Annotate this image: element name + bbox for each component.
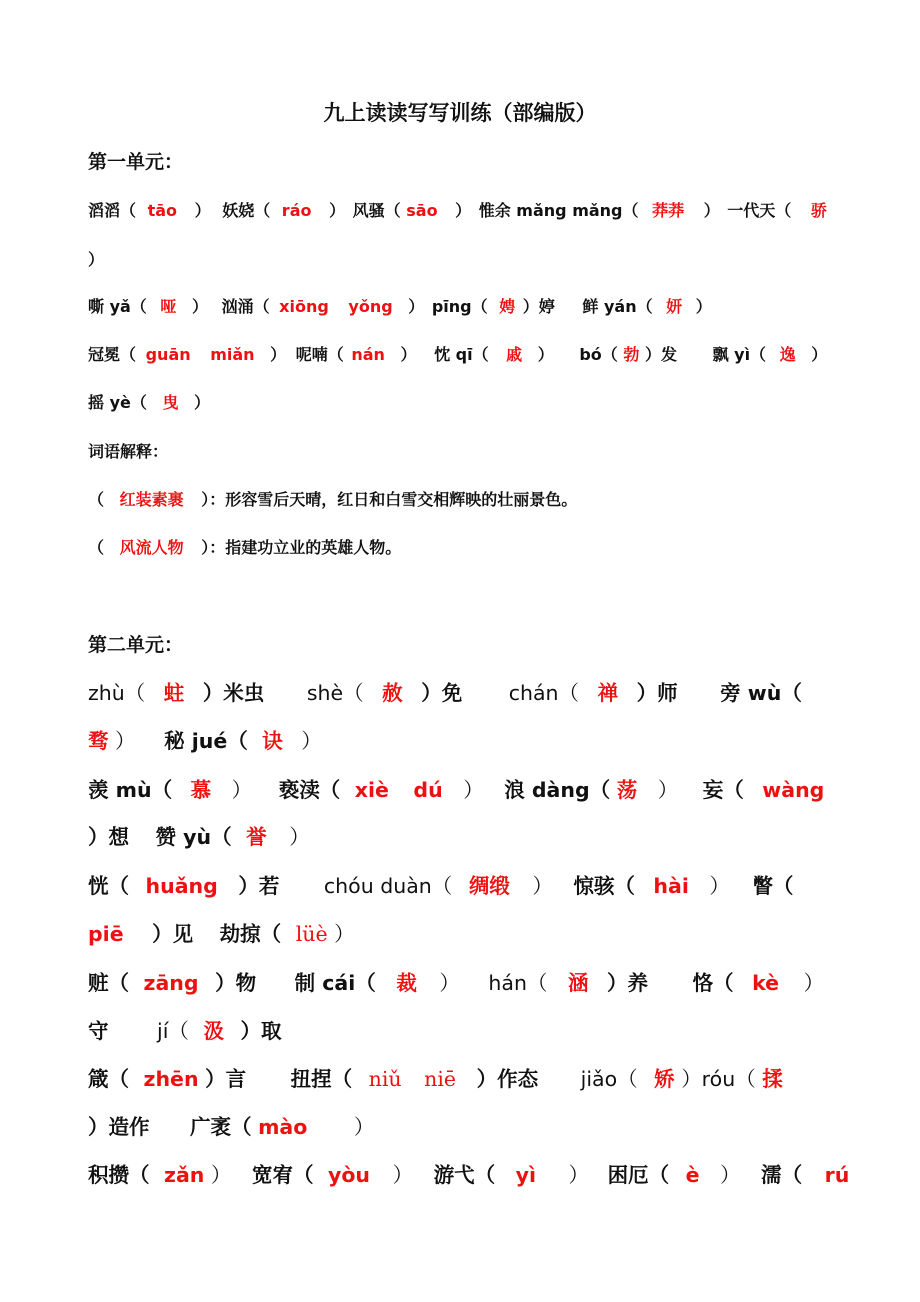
unit2-row4 [88,820,310,850]
text: （ [88,490,105,509]
answer: 赦 [382,681,403,705]
text: ） [88,250,105,269]
text: bó（ [579,345,618,364]
text: chán（ [508,681,580,705]
text: ）取 [240,1019,282,1043]
answer: 诀 [262,729,283,753]
answer: 绸缎 [468,874,510,898]
text: ）róu（ [681,1067,756,1091]
unit1-row5 [88,390,210,413]
answer: 矫 [654,1067,675,1091]
text: 守 [88,1019,109,1043]
answer: zǎn [164,1163,205,1187]
unit2-row11 [88,1158,849,1188]
answer: zhēn [143,1067,199,1091]
text: 妄（ [702,778,744,802]
answer: rú [824,1163,850,1187]
answer: 汲 [203,1019,224,1043]
text: 扭捏（ [290,1067,353,1091]
text: ）：指建功立业的英雄人物。 [201,538,402,557]
text: 汹涌（ [221,297,270,316]
unit1-row4 [88,342,827,365]
text: 游弋（ [433,1163,496,1187]
text: ） [720,1163,741,1187]
text: 困厄（ [607,1163,670,1187]
answer: wàng [762,778,825,802]
unit2-row9 [88,1062,783,1092]
text: ） [301,729,322,753]
text: ）发 [644,345,677,364]
answer: 戚 [506,345,523,364]
page-title: 九上读读写写训练（部编版） [323,101,597,125]
text: ） [270,345,287,364]
text: 忱 qī（ [434,345,489,364]
text: ） [191,297,208,316]
answer: dú [413,778,443,802]
answer: guān [145,345,191,364]
answer: 曳 [162,393,179,412]
answer: 荡 [616,778,638,802]
answer: è [685,1163,700,1187]
answer: kè [752,971,780,995]
answer: 禅 [597,681,619,705]
text: 恍（ [88,874,129,898]
text: ）养 [607,971,649,995]
text: 鲜 yán（ [582,297,653,316]
text: ） [455,201,472,220]
unit2-row3 [88,773,824,803]
answer: yǒng [348,297,393,316]
text: ）作态 [476,1067,539,1091]
answer: miǎn [210,345,255,364]
text: 制 cái（ [294,971,376,995]
text: zhù（ [88,681,146,705]
text: ）想 [88,825,129,849]
text: 亵渎（ [278,778,341,802]
text: 惟余 mǎng mǎng（ [478,201,639,220]
text: （ [88,538,105,557]
answer: 骛 [88,729,109,753]
answer: niǔ [368,1067,402,1091]
text: ）见 [152,922,194,946]
text: jiǎo（ [580,1067,638,1091]
text: 羡 mù（ [88,778,173,802]
unit1-row2 [88,247,104,270]
text: ） [568,1163,590,1187]
unit1-row1 [88,198,827,221]
text: ） [439,971,460,995]
unit1-row3 [88,294,712,317]
answer: nán [351,345,385,364]
text: 嘶 yǎ（ [88,297,147,316]
text: ） [463,778,484,802]
answer: lüè [295,922,328,946]
definition-1 [88,487,577,510]
answer: 莽莽 [652,201,685,220]
answer: 裁 [396,971,417,995]
text: 濡（ [761,1163,803,1187]
answer: ráo [281,201,312,220]
text: 秘 jué（ [164,729,248,753]
text: ） [334,922,355,946]
text: 摇 yè（ [88,393,147,412]
text: ） [289,825,310,849]
text: ） [231,778,253,802]
text: chóu duàn（ [323,874,453,898]
text: ）免 [421,681,463,705]
text: 滔滔（ [88,201,137,220]
text: ） [803,971,825,995]
answer: 妍 [666,297,683,316]
text: ）师 [636,681,678,705]
text: 浪 dàng（ [504,778,611,802]
text: ）物 [215,971,257,995]
text: 呢喃（ [295,345,344,364]
answer: sāo [406,201,438,220]
text: 瞥（ [752,874,794,898]
answer: 涵 [567,971,589,995]
text: 赃（ [88,971,129,995]
answer: 骄 [810,201,827,220]
text: ） [703,201,720,220]
answer: zāng [143,971,199,995]
text: ） [709,874,730,898]
unit2-row5 [88,869,793,899]
unit2-row2 [88,724,322,754]
text: 飘 yì（ [712,345,767,364]
unit2-row8 [88,1014,282,1044]
unit1-heading: 第一单元： [88,151,184,173]
text: hán（ [488,971,548,995]
answer: 揉 [762,1067,783,1091]
vocab-heading: 词语解释： [88,442,169,461]
answer: huǎng [145,874,218,898]
text: 风骚（ [352,201,401,220]
text: ） [194,393,211,412]
text: ） [392,1163,414,1187]
answer: xiōng [279,297,329,316]
text: ） [329,201,346,220]
text: shè（ [306,681,364,705]
answer: 誉 [246,825,267,849]
answer: piē [88,922,124,946]
text: 赞 yù（ [155,825,232,849]
answer: tāo [147,201,178,220]
text: ）言 [205,1067,247,1091]
text: 宽宥（ [251,1163,314,1187]
unit2-row6 [88,917,355,947]
text: ） [353,1115,375,1139]
answer: 娉 [499,297,516,316]
text: ）：形容雪后天晴，红日和白雪交相辉映的壮丽景色。 [201,490,578,509]
answer: 哑 [160,297,177,316]
text: ）若 [238,874,280,898]
definition-2 [88,535,401,558]
text: ）米虫 [202,681,265,705]
text: ） [695,297,712,316]
text: ）婷 [522,297,555,316]
text: ） [408,297,425,316]
text: 旁 wù（ [720,681,802,705]
unit2-heading: 第二单元： [88,634,184,656]
text: 一代天（ [727,201,792,220]
answer: 慕 [190,778,212,802]
text: 广袤（ [190,1115,252,1139]
text: pīng（ [431,297,488,316]
text: ） [210,1163,232,1187]
text: jí（ [157,1019,189,1043]
text: ） [194,201,211,220]
text: 箴（ [88,1067,129,1091]
text: ） [400,345,417,364]
answer: yòu [327,1163,371,1187]
answer: 逸 [779,345,796,364]
text: 妖娆（ [222,201,271,220]
text: ） [657,778,679,802]
unit2-row1 [88,676,802,706]
answer: mào [258,1115,308,1139]
answer: xiè [354,778,389,802]
text: 劫掠（ [219,922,282,946]
text: ） [532,874,553,898]
answer: 红装素裹 [119,490,184,509]
text: 积攒（ [88,1163,150,1187]
answer: yì [515,1163,537,1187]
text: ） [811,345,828,364]
text: 冠冕（ [88,345,137,364]
answer: 勃 [623,345,640,364]
answer: hài [653,874,689,898]
answer: 风流人物 [119,538,184,557]
answer: 蛀 [163,681,185,705]
text: ）造作 [88,1115,150,1139]
text: 惊骇（ [573,874,635,898]
unit2-row7 [88,966,824,996]
text: ） [537,345,554,364]
answer: niē [424,1067,457,1091]
text: 恪（ [692,971,734,995]
unit2-row10 [88,1110,374,1140]
text: ） [115,729,136,753]
